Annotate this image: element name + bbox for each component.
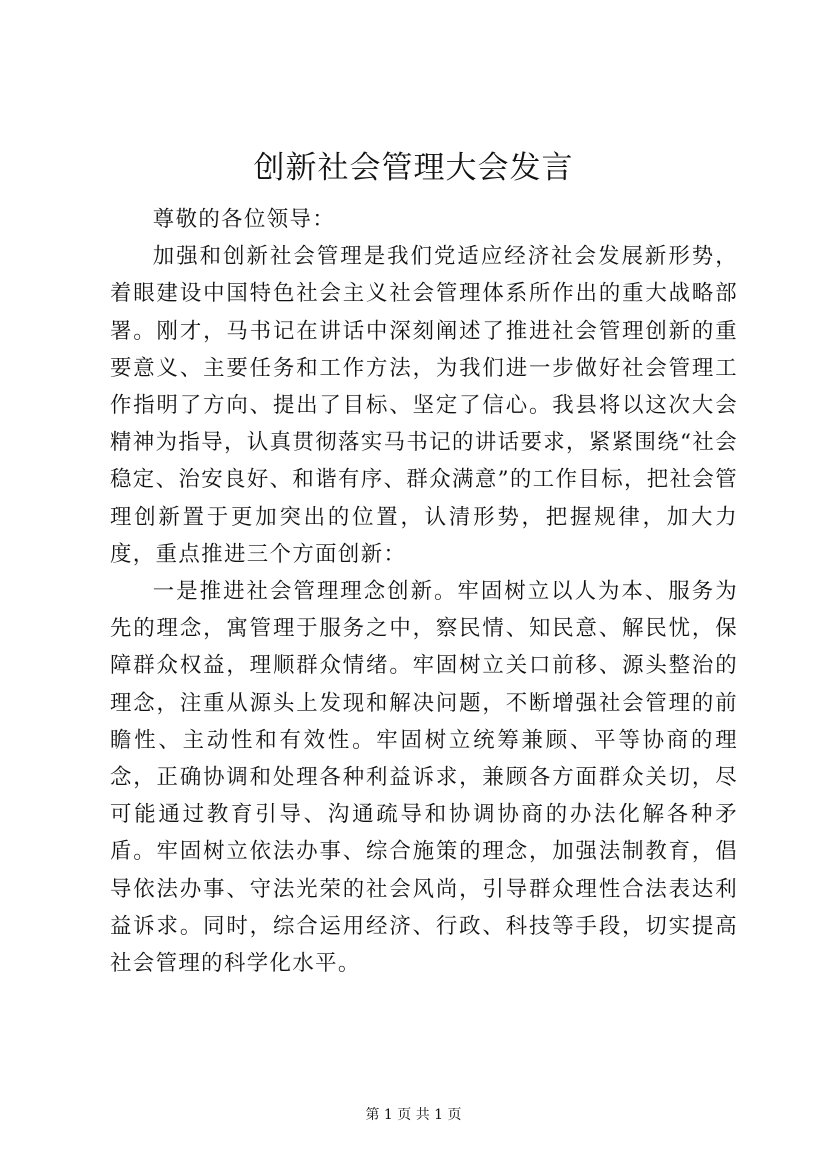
document-body (110, 201, 738, 982)
document-title: 创新社会管理大会发言 (253, 150, 574, 186)
paragraph-2: 一是推进社会管理理念创新。牢固树立以人为本、服务为先的理念，寓管理于服务之中，察民情、知民意、解民忧，保障群众权益，理顺群众情绪。牢固树立关口前移、源头整治的理念，注重从源头上发现和解决问题，不断增强社会管理的前瞻性、主动性和有效性。牢固树立统筹兼顾、平等协商的理念，正确协调和处理各种利益诉求，兼顾各方面群众关切，尽可能通过教育引导、沟通疏导和协调协商的办法化解各种矛盾。牢固树立依法办事、综合施策的理念，加强法制教育，倡导依法办事、守法光荣的社会风尚，引导群众理性合法表达利益诉求。同时，综合运用经济、行政、科技等手段，切实提高社会管理的科学化水平。 (110, 579, 738, 977)
salutation: 尊敬的各位领导： (152, 207, 336, 232)
page-footer: 第 1 页 共 1 页 (365, 1107, 462, 1123)
paragraph-1: 加强和创新社会管理是我们党适应经济社会发展新形势，着眼建设中国特色社会主义社会管理体系所作出的重大战略部署。刚才，马书记在讲话中深刻阐述了推进社会管理创新的重要意义、主要任务和工作方法，为我们进一步做好社会管理工作指明了方向、提出了目标、坚定了信心。我县将以这次大会精神为指导，认真贯彻落实马书记的讲话要求，紧紧围绕“社会稳定、治安良好、和谐有序、群众满意”的工作目标，把社会管理创新置于更加突出的位置，认清形势，把握规律，加大力度，重点推进三个方面创新： (110, 244, 738, 567)
